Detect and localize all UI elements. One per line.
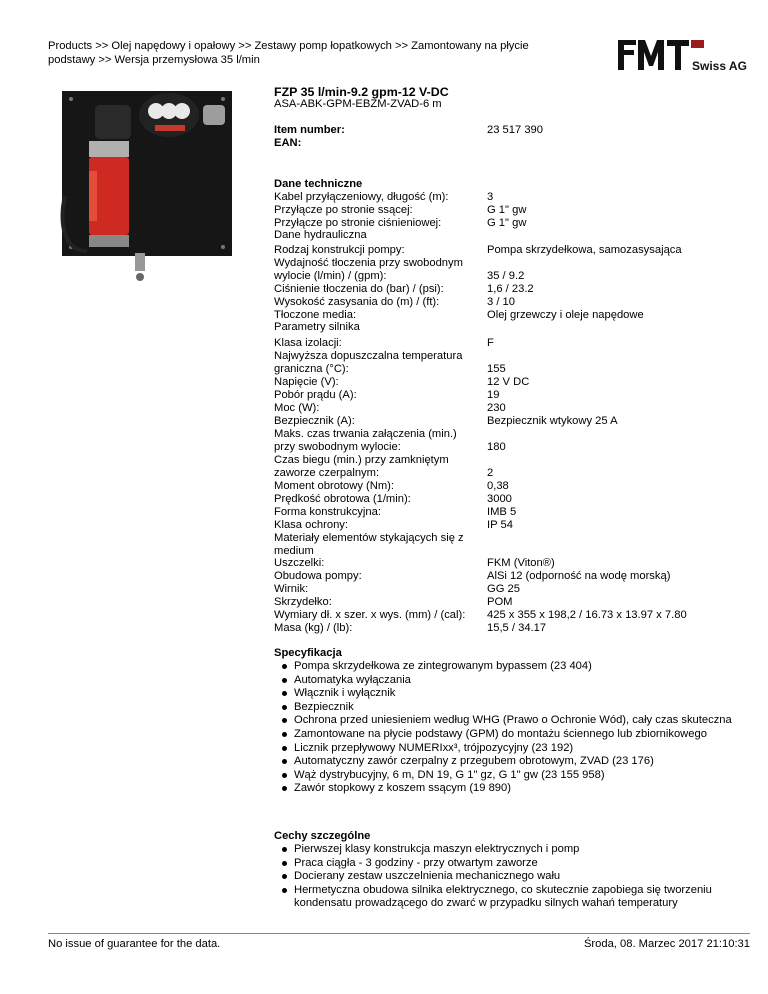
spec-label: Najwyższa dopuszczalna temperatura graniczna (°C): <box>274 350 463 376</box>
spec-value: Bezpiecznik wtykowy 25 A <box>487 415 618 427</box>
spec-label: Bezpiecznik (A): <box>274 415 355 427</box>
list-item: Automatyczny zawór czerpalny z przegubem obrotowym, ZVAD (23 176) <box>280 755 750 769</box>
ean-label: EAN: <box>274 137 302 149</box>
list-item: Hermetyczna obudowa silnika elektrycznego, co skutecznie zapobiega się tworzeniu kondensatu prowadzącego do zwarć w przypadku silnych wahań temperatury <box>280 884 750 911</box>
bullet-icon <box>282 691 287 696</box>
spec-label: Wysokość zasysania do (m) / (ft): <box>274 296 440 308</box>
spec-value: F <box>487 337 494 349</box>
bullet-icon <box>282 746 287 751</box>
spec-label: Rodzaj konstrukcji pompy: <box>274 244 405 256</box>
spec-label: Skrzydełko: <box>274 596 332 608</box>
item-number-value: 23 517 390 <box>487 124 543 136</box>
spec-label: Wymiary dł. x szer. x wys. (mm) / (cal): <box>274 609 466 621</box>
bullet-icon <box>282 861 287 866</box>
list-item: Bezpiecznik <box>280 701 750 715</box>
spec-value: 425 x 355 x 198,2 / 16.73 x 13.97 x 7.80 <box>487 609 687 621</box>
spec-value: 230 <box>487 402 506 414</box>
spec-value: 15,5 / 34.17 <box>487 622 547 634</box>
spec-value: IP 54 <box>487 519 513 531</box>
bullet-icon <box>282 678 287 683</box>
spec-label: Wydajność tłoczenia przy swobodnym wylocie (l/min) / (gpm): <box>274 257 463 283</box>
footer-disclaimer: No issue of guarantee for the data. <box>48 938 221 950</box>
bullet-icon <box>282 759 287 764</box>
list-item: Wąż dystrybucyjny, 6 m, DN 19, G 1" gz, G 1" gw (23 155 958) <box>280 769 750 783</box>
product-code: ASA-ABK-GPM-EBZM-ZVAD-6 m <box>274 98 442 110</box>
spec-label: Tłoczone media: <box>274 309 357 321</box>
spec-label: Forma konstrukcyjna: <box>274 506 381 518</box>
spec-label: Przyłącze po stronie ciśnieniowej: <box>274 217 442 229</box>
spec-value: 3000 <box>487 493 512 505</box>
list-item: Pierwszej klasy konstrukcja maszyn elektrycznych i pomp <box>280 843 750 857</box>
list-item: Ochrona przed uniesieniem według WHG (Prawo o Ochronie Wód), cały czas skuteczna <box>280 714 750 728</box>
bullet-icon <box>282 664 287 669</box>
spec-list <box>280 660 750 796</box>
product-photo <box>57 91 237 291</box>
spec-value: Pompa skrzydełkowa, samozasysająca <box>487 244 682 256</box>
spec-value: 35 / 9.2 <box>487 270 525 282</box>
spec-label: Prędkość obrotowa (1/min): <box>274 493 411 505</box>
list-item: Licznik przepływowy NUMERIxx³, trójpozycyjny (23 192) <box>280 742 750 756</box>
spec-label: Czas biegu (min.) przy zamkniętym zaworze czerpalnym: <box>274 454 449 480</box>
spec-label: Moment obrotowy (Nm): <box>274 480 394 492</box>
spec-subheading: Dane hydrauliczna <box>274 229 367 241</box>
spec-label: Uszczelki: <box>274 557 325 569</box>
spec-value: POM <box>487 596 513 608</box>
spec-label: Klasa izolacji: <box>274 337 342 349</box>
list-item: Pompa skrzydełkowa ze zintegrowanym bypassem (23 404) <box>280 660 750 674</box>
logo-suffix: Swiss AG <box>692 59 747 73</box>
spec-label: Moc (W): <box>274 402 320 414</box>
spec-label: Ciśnienie tłoczenia do (bar) / (psi): <box>274 283 444 295</box>
specs-title: Dane techniczne <box>274 178 363 190</box>
list-item: Docierany zestaw uszczelnienia mechanicznego wału <box>280 870 750 884</box>
spec-value: 2 <box>487 467 494 479</box>
footer-divider <box>48 933 750 934</box>
bullet-icon <box>282 874 287 879</box>
spec-label: Przyłącze po stronie ssącej: <box>274 204 413 216</box>
list-item: Zamontowane na płycie podstawy (GPM) do montażu ściennego lub zbiornikowego <box>280 728 750 742</box>
spec-value: 155 <box>487 363 506 375</box>
bullet-icon <box>282 773 287 778</box>
breadcrumb[interactable]: Products >> Olej napędowy i opałowy >> Zestawy pomp łopatkowych >> Zamontowany na płycie podstawy >> Wersja przemysłowa 35 l/min <box>48 40 529 66</box>
spec-label: Kabel przyłączeniowy, długość (m): <box>274 191 449 203</box>
spec-value: G 1" gw <box>487 217 527 229</box>
bullet-icon <box>282 718 287 723</box>
spec-label: Napięcie (V): <box>274 376 339 388</box>
spec-value: 1,6 / 23.2 <box>487 283 534 295</box>
spec-value: 0,38 <box>487 480 509 492</box>
features-list <box>280 843 750 911</box>
features-title: Cechy szczególne <box>274 830 371 842</box>
spec-value: FKM (Viton®) <box>487 557 555 569</box>
spec-value: AlSi 12 (odporność na wodę morską) <box>487 570 671 582</box>
spec-label: Wirnik: <box>274 583 309 595</box>
spec-label: Klasa ochrony: <box>274 519 349 531</box>
spec-value: 3 / 10 <box>487 296 515 308</box>
fmt-logo <box>616 30 766 75</box>
list-item: Automatyka wyłączania <box>280 674 750 688</box>
spec-value: G 1" gw <box>487 204 527 216</box>
spec-value: 19 <box>487 389 500 401</box>
bullet-icon <box>282 705 287 710</box>
footer-timestamp: Środa, 08. Marzec 2017 21:10:31 <box>583 938 750 950</box>
spec-subheading: Materiały elementów stykających się z medium <box>274 532 464 558</box>
spec-value: 12 V DC <box>487 376 530 388</box>
spec-value: 3 <box>487 191 494 203</box>
list-item: Włącznik i wyłącznik <box>280 687 750 701</box>
list-item: Zawór stopkowy z koszem ssącym (19 890) <box>280 782 750 796</box>
bullet-icon <box>282 888 287 893</box>
spec-value: IMB 5 <box>487 506 517 518</box>
spec-value: 180 <box>487 441 506 453</box>
spec-label: Pobór prądu (A): <box>274 389 357 401</box>
spec-subheading: Parametry silnika <box>274 321 360 333</box>
spec-value: GG 25 <box>487 583 520 595</box>
bullet-icon <box>282 786 287 791</box>
bullet-icon <box>282 732 287 737</box>
bullet-icon <box>282 847 287 852</box>
list-item: Praca ciągła - 3 godziny - przy otwartym zaworze <box>280 857 750 871</box>
spec-label: Maks. czas trwania załączenia (min.) przy swobodnym wylocie: <box>274 428 457 454</box>
spec-list-title: Specyfikacja <box>274 647 342 659</box>
spec-label: Obudowa pompy: <box>274 570 362 582</box>
spec-label: Masa (kg) / (lb): <box>274 622 353 634</box>
item-number-label: Item number: <box>274 124 345 136</box>
product-title: FZP 35 l/min-9.2 gpm-12 V-DC <box>274 85 449 99</box>
spec-value: Olej grzewczy i oleje napędowe <box>487 309 644 321</box>
